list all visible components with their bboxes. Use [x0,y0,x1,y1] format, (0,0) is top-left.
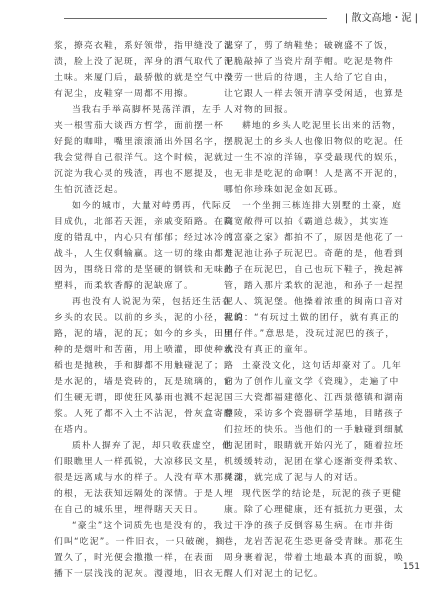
text-line: 们叫“吃泥”。一件旧衣，一只破碗，搁 [54,537,226,547]
text-line: 现代医学的结论是，玩泥的孩子更健 [242,489,402,499]
text-line: 灵动，就完成了泥与人的对话。 [224,473,364,483]
text-line: 的泥团时，眼睛就开始闪光了，随着拉坯 [224,441,404,451]
text-line: 播下一层浅浅的泥灰。漫漫地，旧衣无 [54,569,224,579]
text-line: 质朴人摒弃了泥，却只收获虚空，他 [72,441,232,451]
text-line: 方泥池让孙子玩泥巴。奇葩的是，他看到 [224,249,404,259]
text-line: 们拉坯的快乐。当他们的一手触碰到细腻 [224,425,404,435]
text-line: 我会觉得自己很洋气。这个时候，泥就 [54,153,224,163]
text-line: 过干净的孩子反倒容易生病。在市井街 [224,521,394,531]
text-line: 管，踏入那片柔软的泥池，和孙子一起捏 [224,281,404,291]
text-line: 团仔伴。”意思是，没玩过泥巴的孩子， [224,329,396,339]
text-line: 路，泥的墙，泥的瓦；如今的乡头，田里 [54,329,234,339]
text-line: “豪尘”这个词质先也是没有的，我 [72,521,224,531]
text-line: 孙子在玩泥巴，自己也玩下鞋子，挽起裤 [224,265,404,275]
text-line: 们眼瞧里人一样孤锐，大凉移民文星， [54,457,224,467]
text-line: 塑料，而柔软香醇的泥缺席了。 [54,281,194,291]
text-line: 让它跟人一样去领开清享受闲适，也算是 [224,89,404,99]
text-column-left [54,38,244,579]
text-line: 目成仇，北部若天涯，亲戚变陌路。在高 [54,217,234,227]
text-line: 耕地的乡头人吃泥里长出来的活物， [242,121,402,131]
text-line: 稻也是抛秧，手和脚都不用触碰泥了；路 [54,361,234,371]
text-line: 再也没有人说泥为荣，包括还生活在 [72,297,232,307]
text-line: 有泥尘，皮鞋穿一周都不用擦。 [54,89,194,99]
text-line: 战斗，人生仅剩输赢。这一切的缘由都是 [54,249,234,259]
text-line: 醴陵，采访多个瓷器研学基地，目睹孩子 [224,409,404,419]
text-line: 国三大瓷都福建德化、江西景德镇和湖南 [224,393,404,403]
text-line: 干脆敲掉了当瓷片刮芋帽。吃泥是物件 [224,57,394,67]
text-line: 好髭的咖啡，嘴里滚滚涌出外国名字， [54,137,224,147]
page-number: 151 [402,562,420,572]
text-line: 土味。来厦门后，最骄傲的就是空气中没 [54,73,234,83]
text-line: 就没有真正的童年。 [224,345,314,355]
text-line: 浆。人死了都不入土不沾泥，骨灰盒寄存 [54,409,234,419]
text-line: 沉淀为我心灵的残渣，再也不愿提及， [54,169,224,179]
text-line: 度的错乱中，内心只有郁郁；经过冰冷的 [54,233,234,243]
text-line: 置久了，时光便会撒撒一样，在表面 [54,553,214,563]
text-line: 浆，撩亮衣鞋，系好领带，指甲缝没了泥 [54,41,234,51]
text-line: 摆脱泥土的乡头人也像旧物似的吃泥。任 [224,137,404,147]
header-rule [64,18,327,19]
text-line: 院宽敞得可以拍《霸道总裁》，其实连 [224,217,390,227]
text-column-right [224,38,404,579]
text-line: 机缓缓转动，泥团在掌心逐渐变得柔软、 [224,457,404,467]
text-line: 周身裹着泥，带着土地最本真的面貌，唤 [224,553,404,563]
text-line: 前为了创作儿童文学《瓷瑰》，走遍了中 [224,377,400,387]
text-line: 如今的城市，大量对峙勇再，代际反 [72,201,232,211]
text-line: 生怕沉渣泛起。 [54,185,124,195]
text-line: 康。除了心理健康，还有抵抗力更强，太 [224,505,404,515]
text-line: 们生硬无谓，即使狂风暴雨也溅不起泥 [54,393,224,403]
text-line: 很是远离咸与水的样子。人没有草木那样深 [54,473,244,483]
text-line: 乡头的农民。以前的乡头，泥的小径，泥的 [54,313,244,323]
section-label: | 散文高地・泥 | [344,13,418,24]
text-line: 在自己的城乐里，埋得瞎天天日。 [54,505,204,515]
text-line: 渍，脸上没了泥斑，浑身的洒气取代了泥 [54,57,234,67]
text-line: 在塔内。 [54,425,94,435]
text-line: 辛劳一世后的待遇，主人给了它自由， [224,73,394,83]
text-line: 的根，无法获知远隔处的深情。于是人埋 [54,489,234,499]
text-line: 是水泥的，墙是瓷砖的，瓦是琉璃的，它 [54,377,234,387]
text-line: 泥人、筑泥堡。他操着浓重的闽南口音对 [224,297,404,307]
text-line: 一个坐拥三栋连排大别墅的土豪，庭 [242,201,402,211]
text-line: 夹一根雪茄大谈西方哲学，面前摆一杯 [54,121,224,131]
text-line: 过一生不凉的洋锦，享受最现代的娱乐， [224,153,404,163]
text-line: 《富豪之家》都拍不了，原因是他花了一 [224,233,404,243]
text-line: 我说：“有玩过土做的团仔，就有真正的 [224,313,400,323]
text-line: 巷，龙岩苦泥花生恐更备受青睐。那花生 [224,537,404,547]
text-line: 当我右手举高脚杯晃荡洋酒，左手 [72,105,222,115]
text-line: 法穿了，剪了纳鞋垫；破碗盛不了饭， [224,41,394,51]
text-line: 人对物的回报。 [224,105,294,115]
text-line: 种的是烟叶和苦菌，用上喷灌，即使种水 [54,345,234,355]
text-line: 土豪没文化，这句话却豪对了。几年 [242,361,402,371]
text-line: 也无非是吃泥的命啊！人是离不开泥的， [224,169,404,179]
text-line: 醒人们对泥土的记忆。 [224,569,324,579]
text-line: 因为，围绕日常的是坚硬的钢铁和无味的 [54,265,234,275]
text-line: 哪怕你珍珠如泥金如瓦砾。 [224,185,344,195]
